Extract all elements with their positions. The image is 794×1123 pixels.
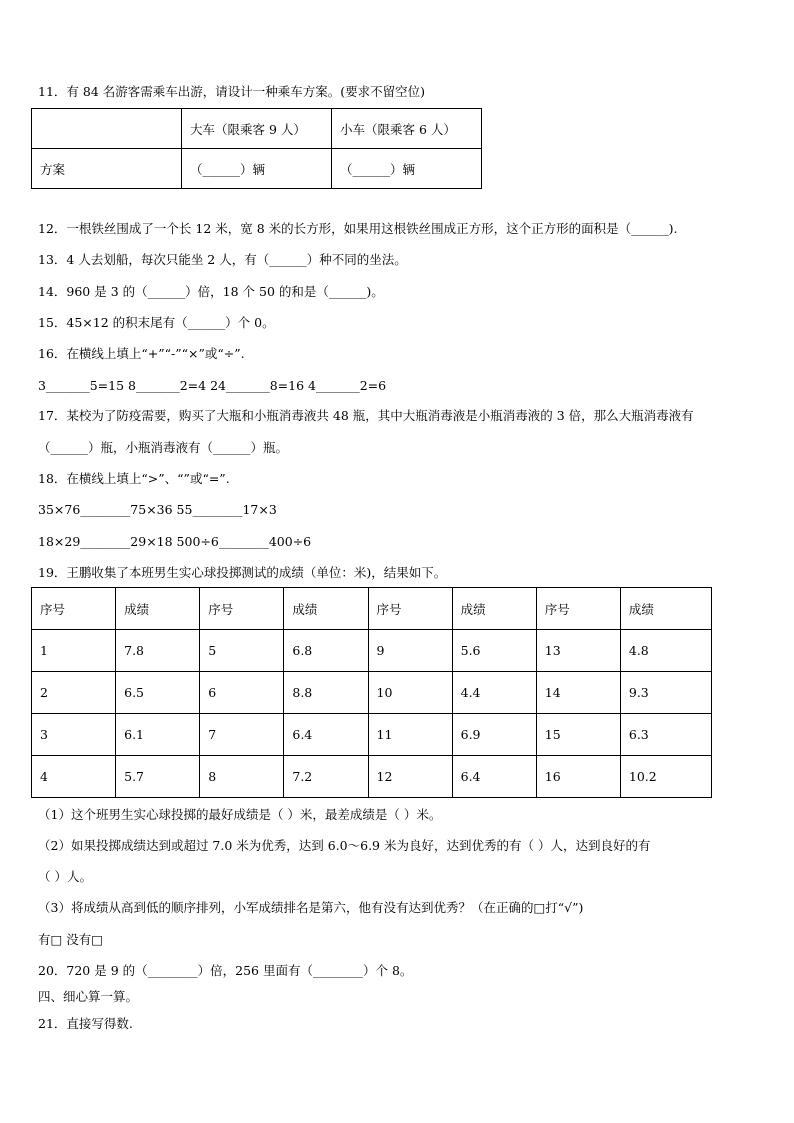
question-18-line-2: 18×29________29×18 500÷6________400÷6 [38,534,312,549]
table-header-cell: 序号 [32,588,116,630]
question-17-line-1: 17．某校为了防疫需要，购买了大瓶和小瓶消毒液共 48 瓶，其中大瓶消毒液是小瓶消毒液的 3 倍，那么大瓶消毒液有 [38,408,694,423]
table-cell: 5.7 [116,756,200,798]
table-header-row [32,588,712,630]
table-cell: 7.8 [116,630,200,672]
question-19-sub-1: （1）这个班男生实心球投掷的最好成绩是（ ）米，最差成绩是（ ）米。 [38,807,442,822]
table-cell: 6.9 [452,714,536,756]
question-14: 14．960 是 3 的（______）倍，18 个 50 的和是（______)。 [38,284,384,299]
table-row [32,149,482,189]
table-header-cell: 成绩 [116,588,200,630]
table-cell [32,109,182,149]
table-cell: （______）辆 [332,149,482,189]
question-18-text: 18．在横线上填上“>”、“”或“=”. [38,471,230,486]
question-17-line-2: （______）瓶，小瓶消毒液有（______）瓶。 [38,440,289,455]
question-19-sub-2-line-1: （2）如果投掷成绩达到或超过 7.0 米为优秀，达到 6.0～6.9 米为良好，达到优秀的有（ ）人，达到良好的有 [38,838,651,853]
table-cell: 6.4 [452,756,536,798]
table-cell: 4.4 [452,672,536,714]
table-cell: 7.2 [284,756,368,798]
table-row [32,672,712,714]
table-header-cell: 成绩 [452,588,536,630]
table-cell: 7 [200,714,284,756]
table-cell: 10.2 [620,756,711,798]
table-cell: 小车（限乘客 6 人） [332,109,482,149]
table-header-cell: 序号 [536,588,620,630]
table-cell: 16 [536,756,620,798]
table-row [32,756,712,798]
table-cell: 4.8 [620,630,711,672]
question-19-sub-3: （3）将成绩从高到低的顺序排列，小军成绩排名是第六，他有没有达到优秀？（在正确的□打“√”) [38,900,584,915]
question-11-text: 11．有 84 名游客需乘车出游，请设计一种乘车方案。(要求不留空位) [38,84,426,99]
question-20: 20．720 是 9 的（________）倍，256 里面有（________）个 8。 [38,963,413,978]
question-18-line-1: 35×76________75×36 55________17×3 [38,502,277,517]
table-cell: 5 [200,630,284,672]
scores-table [31,587,712,798]
question-19-sub-2-line-2: （ ）人。 [38,869,92,884]
table-cell: 6.5 [116,672,200,714]
question-11-table [31,108,482,189]
question-16-text: 16．在横线上填上“+”“-”“×”或“÷”. [38,346,245,361]
table-cell: 9.3 [620,672,711,714]
table-cell: 2 [32,672,116,714]
question-19-options: 有□ 没有□ [38,932,104,947]
question-15: 15．45×12 的积末尾有（______）个 0。 [38,315,275,330]
table-cell: 8.8 [284,672,368,714]
table-cell: 15 [536,714,620,756]
table-cell: 14 [536,672,620,714]
table-cell: 6 [200,672,284,714]
table-header-cell: 序号 [200,588,284,630]
question-16-blanks: 3_______5=15 8_______2=4 24_______8=16 4_______2=6 [38,378,387,393]
question-19-text: 19．王鹏收集了本班男生实心球投掷测试的成绩（单位：米)，结果如下。 [38,565,447,580]
table-cell: 6.4 [284,714,368,756]
table-header-cell: 序号 [368,588,452,630]
section-4-heading: 四、细心算一算。 [38,989,139,1004]
table-cell: 4 [32,756,116,798]
question-12: 12．一根铁丝围成了一个长 12 米，宽 8 米的长方形，如果用这根铁丝围成正方形，这个正方形的面积是（______). [38,221,678,236]
table-cell: 3 [32,714,116,756]
table-cell: 6.3 [620,714,711,756]
table-cell: 11 [368,714,452,756]
table-cell: 1 [32,630,116,672]
table-header-cell: 成绩 [284,588,368,630]
question-13: 13．4 人去划船，每次只能坐 2 人，有（______）种不同的坐法。 [38,252,407,267]
table-row [32,630,712,672]
table-cell: 方案 [32,149,182,189]
table-cell: 13 [536,630,620,672]
table-cell: 6.1 [116,714,200,756]
table-cell: 大车（限乘客 9 人） [182,109,332,149]
table-cell: 12 [368,756,452,798]
table-cell: 6.8 [284,630,368,672]
table-cell: 10 [368,672,452,714]
table-cell: （______）辆 [182,149,332,189]
table-cell: 9 [368,630,452,672]
table-header-cell: 成绩 [620,588,711,630]
table-cell: 5.6 [452,630,536,672]
question-21: 21．直接写得数. [38,1016,133,1031]
table-cell: 8 [200,756,284,798]
table-row [32,109,482,149]
table-row [32,714,712,756]
